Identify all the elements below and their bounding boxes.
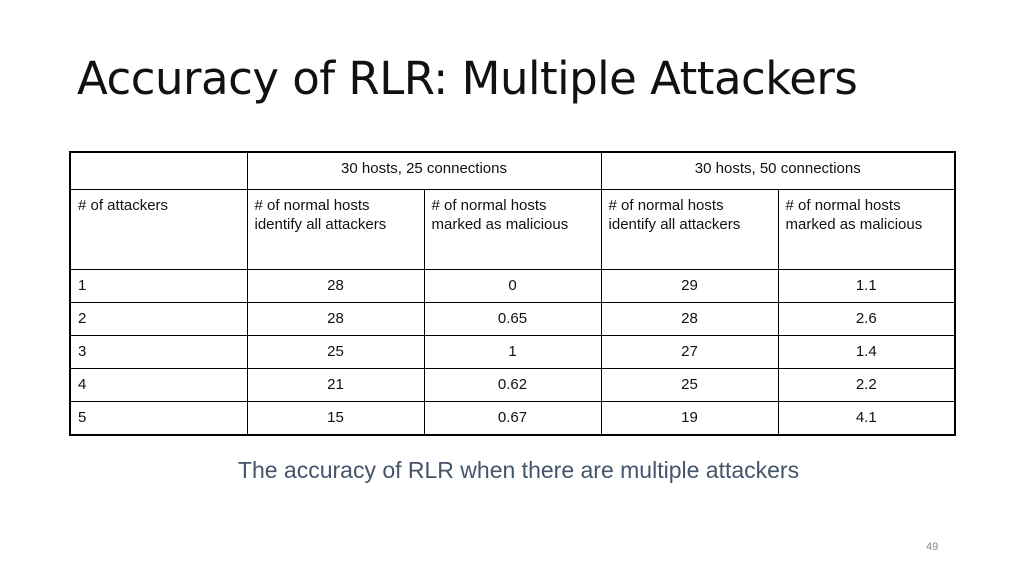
table-cell: 5 — [70, 402, 247, 436]
column-header-malicious-25: # of normal hosts marked as malicious — [424, 190, 601, 270]
table-cell: 25 — [601, 369, 778, 402]
table-row — [70, 303, 955, 336]
slide-title: Accuracy of RLR: Multiple Attackers — [77, 52, 858, 105]
table-cell: 28 — [247, 303, 424, 336]
table-cell: 27 — [601, 336, 778, 369]
table-cell: 28 — [247, 270, 424, 303]
table-cell: 0.62 — [424, 369, 601, 402]
table-cell: 29 — [601, 270, 778, 303]
table-cell: 1.4 — [778, 336, 955, 369]
table-cell: 1.1 — [778, 270, 955, 303]
table-cell: 1 — [424, 336, 601, 369]
group-header-50-connections: 30 hosts, 50 connections — [601, 152, 955, 190]
table-cell: 4.1 — [778, 402, 955, 436]
column-header-identify-50: # of normal hosts identify all attackers — [601, 190, 778, 270]
table-cell: 3 — [70, 336, 247, 369]
table-cell: 2.2 — [778, 369, 955, 402]
table-cell: 15 — [247, 402, 424, 436]
table-cell: 2 — [70, 303, 247, 336]
column-header-attackers: # of attackers — [70, 190, 247, 270]
table-cell: 1 — [70, 270, 247, 303]
table-cell: 0.67 — [424, 402, 601, 436]
table-cell: 2.6 — [778, 303, 955, 336]
results-table — [69, 151, 956, 436]
table-cell: 28 — [601, 303, 778, 336]
table-cell: 21 — [247, 369, 424, 402]
table-caption: The accuracy of RLR when there are multiple attackers — [237, 457, 800, 483]
table-cell: 4 — [70, 369, 247, 402]
group-header-row — [70, 152, 955, 190]
table-cell: 25 — [247, 336, 424, 369]
table-cell: 19 — [601, 402, 778, 436]
column-header-identify-25: # of normal hosts identify all attackers — [247, 190, 424, 270]
table-row — [70, 336, 955, 369]
table-cell: 0.65 — [424, 303, 601, 336]
table-row — [70, 369, 955, 402]
table-row — [70, 270, 955, 303]
group-header-empty — [70, 152, 247, 190]
group-header-25-connections: 30 hosts, 25 connections — [247, 152, 601, 190]
table-cell: 0 — [424, 270, 601, 303]
page-number: 49 — [926, 541, 939, 553]
column-header-row — [70, 190, 955, 270]
column-header-malicious-50: # of normal hosts marked as malicious — [778, 190, 955, 270]
table-row — [70, 402, 955, 436]
